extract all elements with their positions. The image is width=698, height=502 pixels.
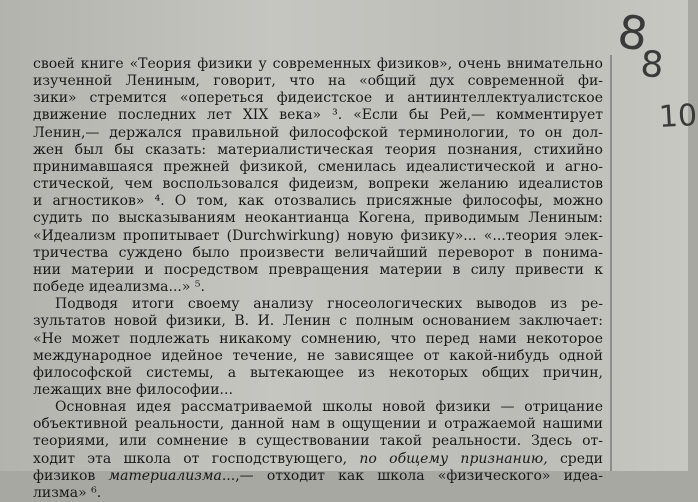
text-line: Подводя итоги своему анализу гносеологических выводов из ре-	[55, 296, 603, 313]
text-line: «Не может подлежать никакому сомнению, что перед нами некоторое	[33, 330, 603, 347]
text-line-mixed	[33, 468, 603, 485]
text-line-mixed	[33, 451, 603, 468]
text-line: нии материи и посредством превращения материи в силу привести к	[33, 261, 603, 278]
text-run: ходит эта школа от господствующего,	[33, 450, 360, 467]
pencil-mark-3: 10	[658, 98, 698, 135]
text-line: судить по высказываниям неокантианца Когена, приводимым Лениным:	[33, 210, 603, 227]
text-line: изученной Лениным, говорит, что на «общий дух современной фи-	[33, 73, 603, 90]
text-line: Ленин,— держался правильной философской терминологии, то он дол-	[33, 124, 603, 141]
text-line: своей книге «Теория физики у современных физиков», очень внимательно	[33, 56, 603, 72]
text-line: тричества суждено было произвести величайший переворот в понима-	[33, 244, 603, 261]
text-line: движение последних лет XIX века» ³. «Если бы Рей,— комментирует	[33, 107, 603, 124]
text-line: объективной реальности, данной нам в ощущении и отражаемой нашими	[33, 416, 603, 433]
italic-run: материализма	[108, 467, 222, 484]
text-line: философской системы, а вытекающее из некоторых общих причин,	[33, 364, 603, 381]
pencil-mark-1: 8	[614, 4, 651, 62]
text-line: победе идеализма...» ⁵.	[33, 279, 205, 296]
text-line: стической, чем воспользовался фидеизм, вопреки желанию идеалистов	[33, 176, 603, 193]
text-line: жен был бы сказать: материалистическая теория познания, стихийно	[33, 141, 603, 158]
italic-run: по общему признанию,	[359, 450, 548, 467]
text-line: зультатов новой физики, В. И. Ленин с полным основанием заключает:	[33, 313, 603, 330]
text-run: физиков	[33, 467, 109, 484]
text-line: зики» стремится «опереться фидеистское и антиинтеллектуалистское	[33, 90, 603, 107]
text-line: принимавшаяся прежней физикой, сменилась идеалистической и агно-	[33, 158, 603, 175]
page-fold-line	[610, 55, 612, 471]
text-line: и агностиков» ⁴. О том, как отозвались присяжные философы, можно	[33, 193, 603, 210]
text-line: «Идеализм пропитывает (Durchwirkung) новую физику»... «...теория элек-	[33, 227, 603, 244]
text-line: лежащих вне философии...	[33, 381, 233, 398]
text-run: ...,— отходит как школа «физического» идеа-	[221, 467, 603, 484]
text-line: лизма» ⁶.	[33, 484, 102, 501]
text-run: среди	[547, 450, 603, 467]
text-line: международное идейное течение, не зависящее от какой-нибудь одной	[33, 347, 603, 364]
text-line: Основная идея рассматриваемой школы новой физики — отрицание	[55, 399, 603, 416]
body-text	[33, 56, 603, 502]
pencil-mark-2: 8	[639, 44, 665, 87]
text-line: теориями, или сомнение в существовании такой реальности. Здесь от-	[33, 433, 603, 450]
